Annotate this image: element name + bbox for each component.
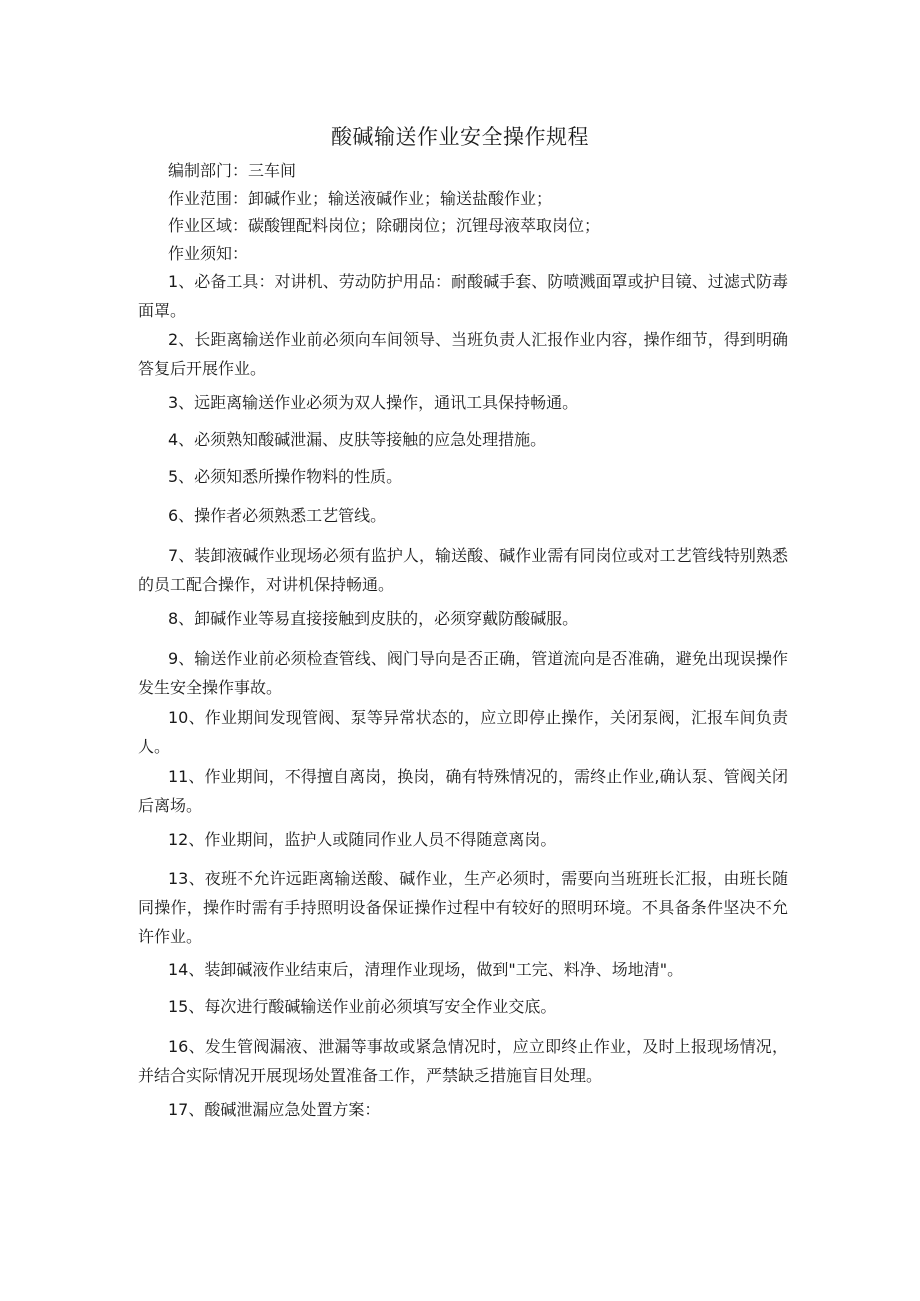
meta-scope: [168, 188, 552, 210]
list-item: 8、卸碱作业等易直接接触到皮肤的，必须穿戴防酸碱服。: [168, 609, 579, 628]
meta-notice-label: 作业须知：: [168, 244, 249, 263]
meta-department-label: 编制部门：: [168, 161, 249, 180]
list-item: 2、长距离输送作业前必须向车间领导、当班负责人汇报作业内容，操作细节，得到明确答复后开展作业。: [138, 330, 788, 378]
list-item: 3、远距离输送作业必须为双人操作，通讯工具保持畅通。: [168, 393, 579, 412]
list-item: 7、装卸液碱作业现场必须有监护人，输送酸、碱作业需有同岗位或对工艺管线特别熟悉的员工配合操作，对讲机保持畅通。: [138, 546, 788, 594]
list-item: 4、必须熟知酸碱泄漏、皮肤等接触的应急处理措施。: [168, 430, 547, 449]
meta-area-label: 作业区域：: [168, 216, 249, 235]
list-item: 14、装卸碱液作业结束后，清理作业现场，做到"工完、料净、场地清"。: [168, 960, 684, 979]
meta-department-value: 三车间: [248, 161, 297, 180]
list-item: 17、酸碱泄漏应急处置方案：: [168, 1100, 381, 1119]
list-item: 6、操作者必须熟悉工艺管线。: [168, 506, 387, 525]
list-item: 5、必须知悉所操作物料的性质。: [168, 467, 403, 486]
list-item: 11、作业期间，不得擅自离岗，换岗，确有特殊情况的，需终止作业,确认泵、管阀关闭后离场。: [138, 767, 788, 815]
list-item: 16、发生管阀漏液、泄漏等事故或紧急情况时，应立即终止作业，及时上报现场情况，并结合实际情况开展现场处置准备工作，严禁缺乏措施盲目处理。: [138, 1037, 788, 1085]
list-item: 15、每次进行酸碱输送作业前必须填写安全作业交底。: [168, 997, 557, 1016]
list-item: 13、夜班不允许远距离输送酸、碱作业，生产必须时，需要向当班班长汇报，由班长随同操作，操作时需有手持照明设备保证操作过程中有较好的照明环境。不具备条件坚决不允许作业。: [138, 869, 788, 946]
list-item: 10、作业期间发现管阀、泵等异常状态的，应立即停止操作，关闭泵阀，汇报车间负责人。: [138, 708, 788, 756]
list-item: 9、输送作业前必须检查管线、阀门导向是否正确，管道流向是否准确，避免出现误操作发生安全操作事故。: [138, 649, 788, 697]
meta-scope-label: 作业范围：: [168, 189, 249, 208]
list-item: 1、必备工具：对讲机、劳动防护用品：耐酸碱手套、防喷溅面罩或护目镜、过滤式防毒面罩。: [138, 272, 788, 320]
meta-area-value: 碳酸锂配料岗位；除硼岗位；沉锂母液萃取岗位；: [248, 216, 601, 235]
meta-area: [168, 215, 600, 237]
meta-department: [168, 160, 296, 182]
meta-scope-value: 卸碱作业；输送液碱作业；输送盐酸作业；: [248, 189, 553, 208]
list-item: 12、作业期间，监护人或随同作业人员不得随意离岗。: [168, 830, 557, 849]
document-title: 酸碱输送作业安全操作规程: [331, 125, 589, 149]
